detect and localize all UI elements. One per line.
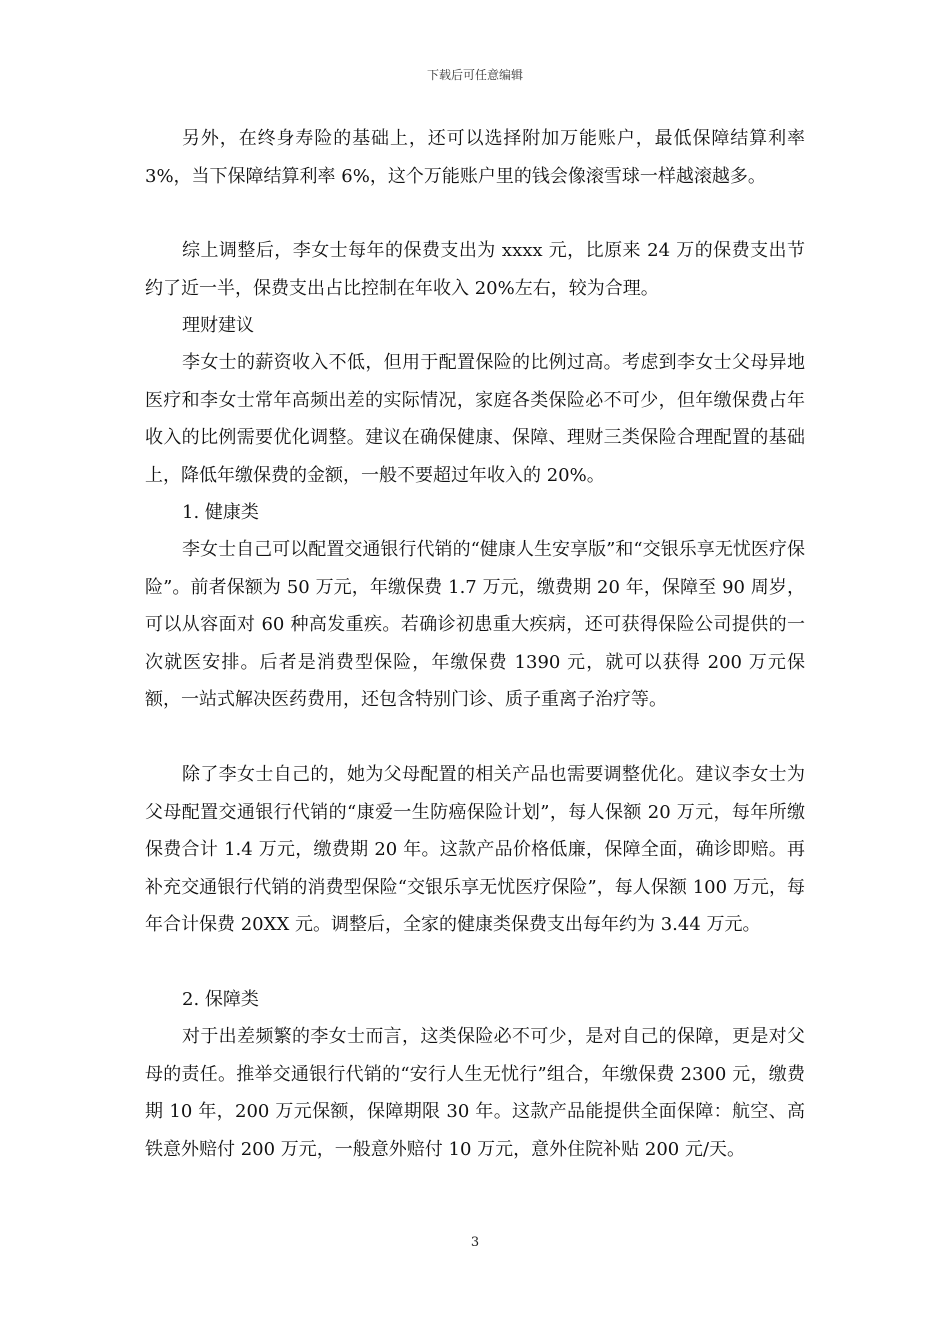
paragraph-advice xyxy=(145,344,805,494)
page-header: 下载后可任意编辑 xyxy=(426,68,523,82)
paragraph-line: 另外，在终身寿险的基础上，还可以选择附加万能账户，最低保障结算利 xyxy=(182,128,787,149)
paragraph-health-parents xyxy=(145,756,805,944)
heading-text: 2. 保障类 xyxy=(182,989,259,1010)
heading-text: 理财建议 xyxy=(182,315,254,336)
page-number: 3 xyxy=(470,1235,480,1250)
section-heading-protection xyxy=(145,981,805,1019)
paragraph-line: 除了李女士自己的，她为父母配置的相关产品也需要调整优化。建议李女 xyxy=(182,764,769,785)
paragraph-line: 对于出差频繁的李女士而言，这类保险必不可少，是对自己的保障，更是 xyxy=(182,1026,769,1047)
paragraph-continuation: 士为父母配置交通银行代销的“康爱一生防癌保险计划”，每人保额 20 万元，每年所缴保费合计 1.4 万元，缴费期 20 年。这款产品价格低廉，保障全面，确诊即赔。再补充交通银行代销的消费型保险“交银乐享无忧医疗保险”，每人保额 100 万元，每年合计保费 20XX 元。调整后，全家的健康类保费支出每年约为 3.44 万元。 xyxy=(145,764,806,935)
section-heading-financial-advice xyxy=(145,307,805,345)
paragraph-protection xyxy=(145,1018,805,1168)
paragraph-continuation: 对父母的责任。推举交通银行代销的“安行人生无忧行”组合，年缴保费 2300 元，缴费期 10 年，200 万元保额，保障期限 30 年。这款产品能提供全面保障：航空、高铁意外赔付 200 万元，一般意外赔付 10 万元，意外住院补贴 200 元/天。 xyxy=(145,1026,806,1160)
paragraph-continuation: 节约了近一半，保费支出占比控制在年收入 20%左右，较为合理。 xyxy=(145,240,805,299)
paragraph-continuation: 忧医疗保险”。前者保额为 50 万元，年缴保费 1.7 万元，缴费期 20 年，保障至 90 周岁，可以从容面对 60 种高发重疾。若确诊初患重大疾病，还可获得保险公司提供的一次就医安排。后者是消费型保险，年缴保费 1390 元，就可以获得 200 万元保额，一站式解决医药费用，还包含特别门诊、质子重离子治疗等。 xyxy=(145,539,805,710)
section-heading-health xyxy=(145,494,805,532)
paragraph-summary xyxy=(145,232,805,307)
paragraph-line: 综上调整后，李女士每年的保费支出为 xxxx 元，比原来 24 万的保费支出 xyxy=(182,240,787,261)
paragraph-health-self xyxy=(145,531,805,719)
heading-text: 1. 健康类 xyxy=(182,502,259,523)
paragraph-continuation: 率 3%，当下保障结算利率 6%，这个万能账户里的钱会像滚雪球一样越滚越多。 xyxy=(145,128,805,187)
paragraph-universal-account xyxy=(145,120,805,195)
paragraph-continuation: 异地医疗和李女士常年高频出差的实际情况，家庭各类保险必不可少，但年缴保费占年收入的比例需要优化调整。建议在确保健康、保障、理财三类保险合理配置的基础上，降低年缴保费的金额，一般不要超过年收入的 20%。 xyxy=(145,352,806,486)
paragraph-line: 李女士自己可以配置交通银行代销的“健康人生安享版”和“交银乐享无 xyxy=(182,539,733,560)
paragraph-line: 李女士的薪资收入不低，但用于配置保险的比例过高。考虑到李女士父母 xyxy=(182,352,769,373)
